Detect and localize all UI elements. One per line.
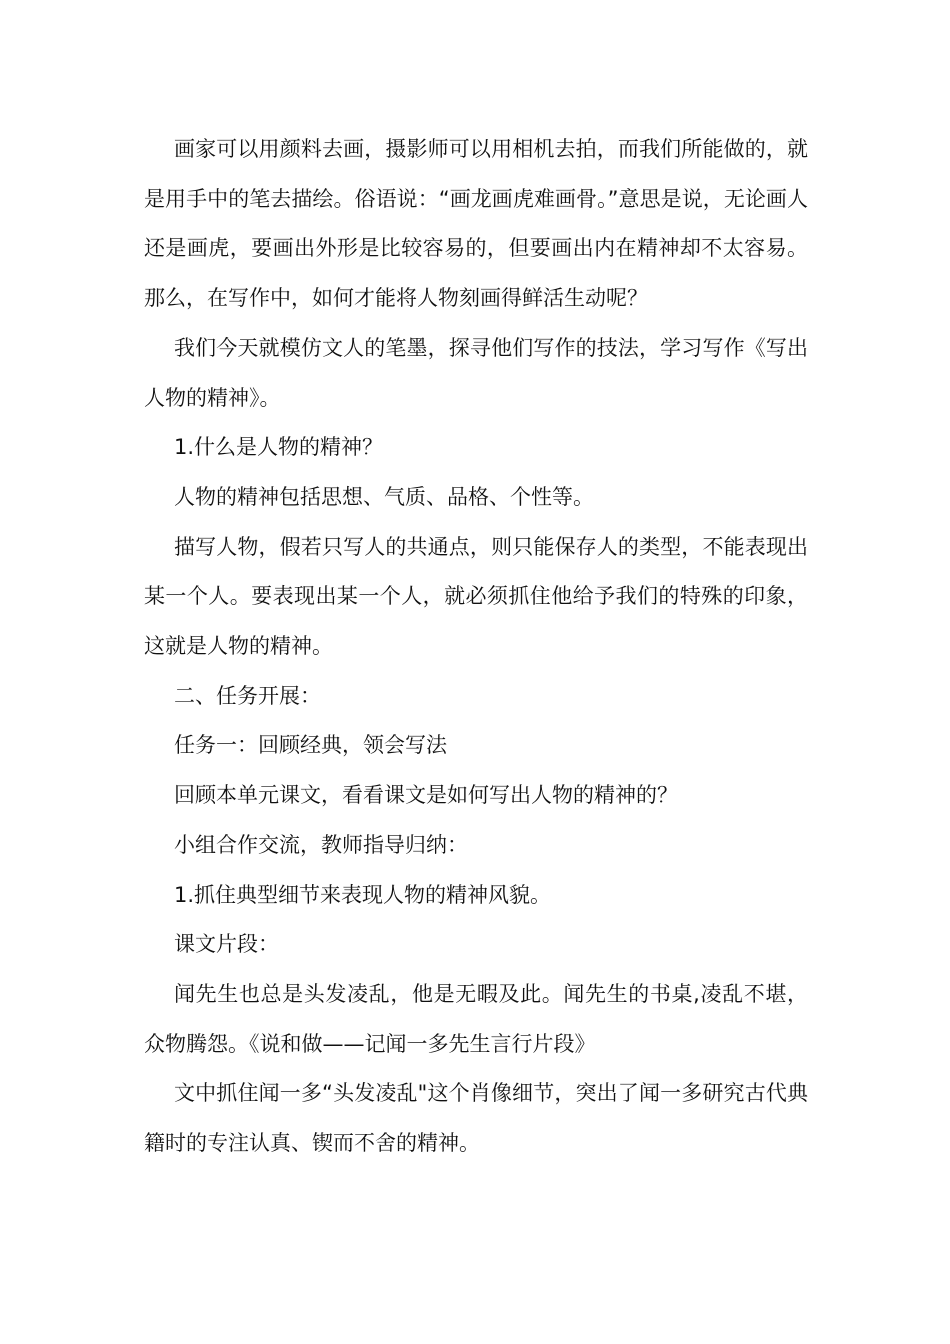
paragraph-question-1: 1.什么是人物的精神？ <box>174 435 384 460</box>
document-body <box>144 125 808 1169</box>
paragraph-task-intro: 我们今天就模仿文人的笔墨，探寻他们写作的技法，学习写作《写出人物的精神》。 <box>144 335 808 410</box>
paragraph-answer-1: 人物的精神包括思想、气质、品格、个性等。 <box>174 484 594 509</box>
task-one-heading: 任务一：回顾经典，领会写法 <box>174 733 447 758</box>
paragraph-intro: 画家可以用颜料去画，摄影师可以用相机去拍，而我们所能做的，就是用手中的笔去描绘。俗语说：“画龙画虎难画骨。”意思是说，无论画人还是画虎，要画出外形是比较容易的，但要画出内在精神却不太容易。那么，在写作中，如何才能将人物刻画得鲜活生动呢？ <box>144 137 808 311</box>
paragraph-explanation: 描写人物，假若只写人的共通点，则只能保存人的类型，不能表现出某一个人。要表现出某一个人，就必须抓住他给予我们的特殊的印象，这就是人物的精神。 <box>144 534 808 659</box>
paragraph-excerpt: 闻先生也总是头发凌乱，他是无暇及此。闻先生的书桌,凌乱不堪，众物腾怨。《说和做——记闻一多先生言行片段》 <box>144 981 808 1056</box>
paragraph-method-1: 1.抓住典型细节来表现人物的精神风貌。 <box>174 882 552 907</box>
paragraph-analysis: 文中抓住闻一多“头发凌乱"这个肖像细节，突出了闻一多研究古代典籍时的专注认真、锲而不舍的精神。 <box>144 1081 808 1156</box>
paragraph-excerpt-label: 课文片段： <box>174 932 279 957</box>
section-heading: 二、任务开展： <box>174 683 321 708</box>
paragraph-group-work: 小组合作交流，教师指导归纳： <box>174 832 468 857</box>
paragraph-review: 回顾本单元课文，看看课文是如何写出人物的精神的？ <box>174 783 678 808</box>
